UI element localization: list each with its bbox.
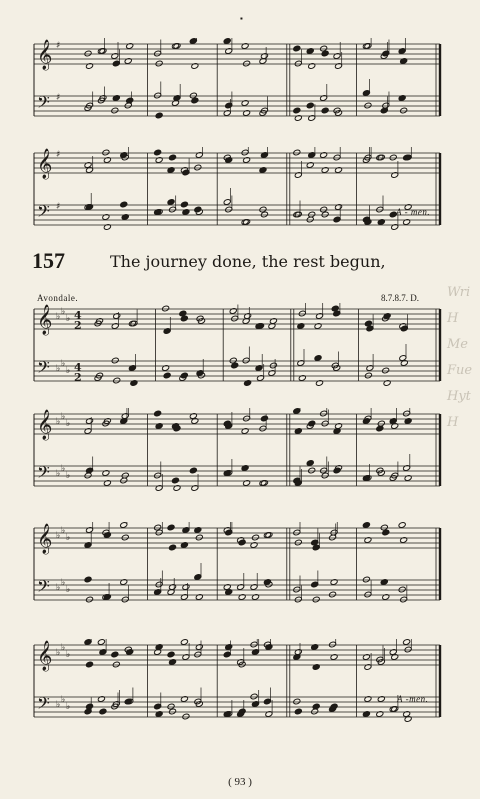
music-system-3 — [30, 303, 446, 401]
notehead — [294, 596, 302, 603]
bass-clef: 𝄢 — [37, 693, 50, 717]
notehead — [333, 154, 341, 161]
notehead — [111, 651, 119, 658]
treble-clef: 𝄞 — [37, 149, 53, 179]
treble-clef: 𝄞 — [37, 410, 53, 440]
notehead — [321, 420, 329, 427]
notehead — [102, 149, 110, 156]
notehead — [167, 199, 175, 206]
key-signature-accidental: ♭ — [61, 464, 66, 474]
notehead — [195, 534, 203, 541]
notehead — [189, 467, 197, 474]
notehead — [194, 574, 202, 581]
notehead — [84, 576, 92, 583]
music-system-2 — [30, 147, 446, 245]
key-signature-accidental: ♭ — [61, 695, 66, 705]
notehead — [169, 544, 177, 551]
notehead — [306, 460, 314, 467]
notehead — [182, 713, 190, 720]
notehead — [382, 50, 390, 57]
notehead — [113, 377, 121, 384]
key-signature-accidental: ♭ — [66, 533, 71, 543]
key-signature-accidental: ♭ — [61, 643, 66, 653]
bass-clef: 𝄢 — [37, 462, 50, 486]
key-signature-accidental: ♭ — [66, 702, 71, 712]
notehead — [364, 591, 372, 598]
notehead — [169, 206, 177, 213]
notehead — [86, 467, 94, 474]
notehead — [382, 367, 390, 374]
margin-note: Fue — [447, 363, 473, 378]
notehead — [154, 472, 162, 479]
bass-clef: 𝄢 — [37, 357, 50, 381]
notehead — [404, 646, 412, 653]
key-signature-accidental: ♭ — [66, 585, 71, 595]
margin-note: Hyt — [447, 389, 471, 404]
notehead — [320, 410, 328, 417]
notehead — [99, 708, 107, 715]
time-signature: 2 — [74, 371, 82, 384]
notehead — [306, 102, 314, 109]
notehead — [182, 169, 190, 176]
key-signature-accidental: ♭ — [56, 648, 61, 658]
notehead — [241, 149, 249, 156]
notehead — [398, 522, 406, 528]
notehead — [312, 703, 320, 710]
notehead — [86, 661, 94, 668]
notehead — [97, 639, 105, 645]
key-signature-accidental: ♭ — [56, 531, 61, 541]
treble-clef: 𝄞 — [37, 305, 53, 335]
key-signature-accidental: ♯ — [56, 150, 61, 160]
key-signature-accidental: ♯ — [56, 41, 61, 51]
notehead — [269, 362, 277, 369]
notehead — [180, 372, 188, 379]
notehead — [111, 107, 119, 114]
notehead — [400, 325, 408, 332]
amen-label-bottom: A -men. — [397, 694, 429, 704]
key-signature-accidental: ♭ — [56, 700, 61, 710]
time-signature: 2 — [74, 319, 82, 332]
treble-clef: 𝄞 — [37, 641, 53, 671]
bass-clef: 𝄢 — [37, 201, 50, 225]
notehead — [238, 708, 246, 715]
notehead — [293, 45, 301, 52]
margin-note: Me — [447, 337, 469, 352]
notehead — [382, 102, 390, 109]
notehead — [389, 154, 397, 161]
notehead — [398, 586, 406, 593]
notehead — [294, 60, 302, 67]
notehead — [250, 693, 258, 700]
notehead — [311, 581, 319, 588]
notehead — [377, 420, 385, 427]
time-signature: 4 — [74, 309, 82, 322]
key-signature-accidental: ♭ — [66, 471, 71, 481]
music-system-6 — [30, 639, 446, 737]
notehead — [362, 576, 370, 583]
notehead — [162, 305, 170, 312]
notehead — [155, 60, 163, 67]
page-number: ( 93 ) — [228, 776, 252, 788]
notehead — [189, 38, 197, 44]
music-system-4 — [30, 408, 446, 506]
notehead — [330, 529, 338, 536]
notehead — [112, 60, 120, 67]
key-signature-accidental: ♭ — [61, 359, 66, 369]
notehead — [154, 410, 162, 417]
key-signature-accidental: ♭ — [61, 526, 66, 536]
notehead — [312, 596, 320, 603]
notehead — [154, 149, 162, 156]
bass-clef: 𝄢 — [37, 576, 50, 600]
notehead — [376, 206, 384, 213]
notehead — [364, 102, 372, 109]
notehead — [294, 539, 302, 546]
notehead — [180, 201, 188, 208]
notehead — [86, 703, 94, 710]
hymn-number: 157 — [32, 248, 65, 273]
notehead — [403, 639, 411, 645]
music-system-1 — [30, 38, 446, 136]
notehead — [259, 425, 267, 432]
key-signature-accidental: ♭ — [61, 412, 66, 422]
notehead — [260, 415, 268, 422]
notehead — [225, 206, 233, 213]
key-signature-accidental: ♭ — [61, 578, 66, 588]
notehead — [121, 472, 129, 479]
hymn-title: The journey done, the rest begun, — [110, 252, 386, 271]
notehead — [155, 112, 163, 119]
amen-label-top: A - men. — [396, 207, 431, 217]
notehead — [314, 355, 322, 362]
key-signature-accidental: ♭ — [56, 364, 61, 374]
time-signature: 4 — [74, 361, 82, 374]
margin-handwriting — [447, 280, 472, 436]
top-mark: ▪ — [240, 14, 243, 23]
notehead — [403, 410, 411, 417]
notehead — [298, 310, 306, 317]
key-signature-accidental: ♯ — [56, 93, 61, 103]
notehead — [243, 415, 251, 422]
key-signature-accidental: ♭ — [61, 307, 66, 317]
notehead — [308, 211, 316, 218]
key-signature-accidental: ♯ — [56, 202, 61, 212]
key-signature-accidental: ♭ — [66, 366, 71, 376]
notehead — [293, 698, 301, 705]
notehead — [121, 596, 129, 603]
key-signature-accidental: ♭ — [56, 469, 61, 479]
notehead — [155, 581, 163, 588]
notehead — [308, 420, 316, 427]
treble-clef: 𝄞 — [37, 524, 53, 554]
notehead — [154, 92, 162, 99]
key-signature-accidental: ♭ — [66, 650, 71, 660]
notehead — [263, 698, 271, 705]
treble-clef: 𝄞 — [37, 40, 53, 70]
meter: 8.7.8.7. D. — [381, 293, 419, 303]
notehead — [238, 661, 246, 668]
notehead — [223, 199, 231, 206]
notehead — [225, 102, 233, 109]
notehead — [250, 641, 258, 648]
music-system-5 — [30, 522, 446, 620]
notehead — [333, 216, 341, 223]
notehead — [194, 651, 202, 658]
notehead — [84, 50, 92, 57]
notehead — [362, 90, 370, 97]
notehead — [111, 357, 119, 364]
notehead — [112, 661, 120, 668]
notehead — [154, 50, 162, 57]
notehead — [154, 703, 162, 710]
tune-name: Avondale. — [37, 293, 79, 303]
notehead — [126, 97, 134, 104]
key-signature-accidental: ♭ — [66, 314, 71, 324]
margin-note: H — [447, 311, 459, 326]
notehead — [308, 467, 316, 474]
notehead — [231, 315, 239, 322]
notehead — [167, 651, 175, 658]
notehead — [329, 641, 337, 648]
notehead — [223, 38, 231, 44]
notehead — [243, 60, 251, 67]
notehead — [86, 596, 94, 603]
notehead — [167, 524, 175, 531]
key-signature-accidental: ♭ — [56, 417, 61, 427]
notehead — [293, 586, 301, 593]
notehead — [169, 154, 177, 161]
notehead — [294, 708, 302, 715]
notehead — [121, 534, 129, 541]
key-signature-accidental: ♭ — [56, 312, 61, 322]
bass-clef: 𝄢 — [37, 92, 50, 116]
notehead — [242, 357, 250, 364]
notehead — [293, 408, 301, 414]
notehead — [364, 372, 372, 379]
notehead — [171, 477, 179, 484]
notehead — [194, 164, 202, 171]
notehead — [180, 639, 188, 645]
margin-note: H — [447, 415, 459, 430]
notehead — [223, 651, 231, 658]
key-signature-accidental: ♭ — [66, 419, 71, 429]
notehead — [293, 107, 301, 114]
notehead — [163, 372, 171, 379]
notehead — [293, 529, 301, 536]
key-signature-accidental: ♭ — [56, 583, 61, 593]
notehead — [362, 522, 370, 528]
notehead — [400, 107, 408, 114]
notehead — [329, 591, 337, 598]
notehead — [252, 534, 260, 541]
notehead — [238, 539, 246, 546]
notehead — [321, 107, 329, 114]
notehead — [330, 703, 338, 710]
notehead — [225, 529, 233, 536]
notehead — [400, 596, 408, 603]
notehead — [120, 201, 128, 208]
notehead — [120, 522, 128, 528]
margin-note: Wri — [447, 285, 471, 300]
notehead — [84, 639, 92, 645]
notehead — [293, 149, 301, 156]
